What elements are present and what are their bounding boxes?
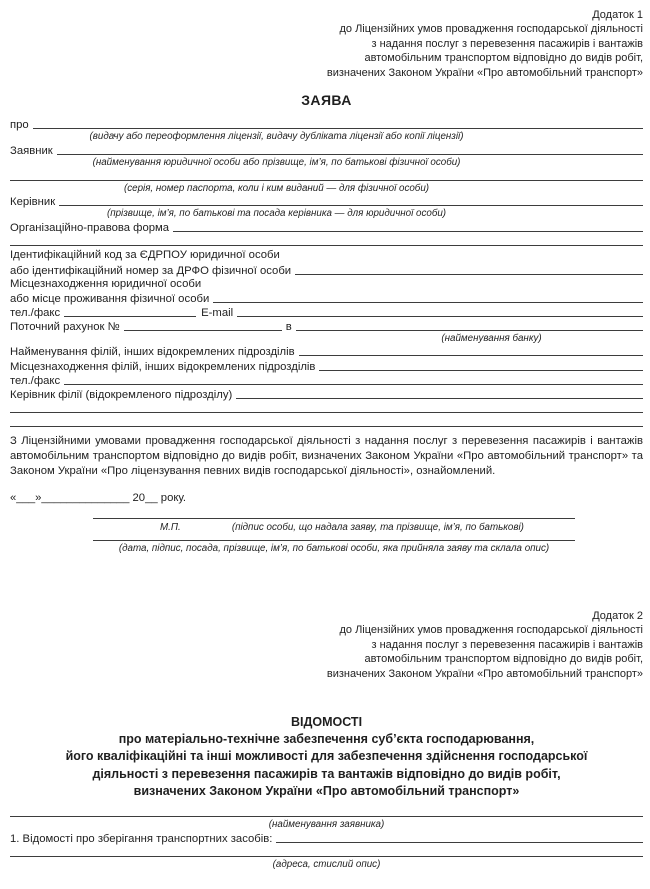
vidomosti-title-line-1: ВІДОМОСТІ — [290, 714, 363, 729]
annex2-header — [10, 609, 643, 681]
field-applicant-input[interactable] — [57, 154, 643, 155]
field-location-line1: Місцезнаходження юридичної особи — [10, 277, 202, 290]
field-phone-label: тел./факс — [10, 307, 61, 320]
field-account-number-input[interactable] — [124, 330, 282, 331]
field-email-label: E-mail — [201, 307, 234, 320]
field-item1-label: 1. Відомості про зберігання транспортних засобів: — [10, 832, 273, 845]
field-applicant-caption: (найменування юридичної особи або прізвище, ім’я, по батькові фізичної особи) — [92, 156, 461, 168]
field-legal-form-label: Організаційно-правова форма — [10, 221, 170, 234]
annex1-line-3: з надання послуг з перевезення пасажирів і вантажів — [371, 37, 643, 50]
field-head-caption: (прізвище, ім’я, по батькові та посада керівника — для юридичної особи) — [106, 208, 447, 220]
field-pro — [10, 117, 643, 131]
field-item1-extra-input[interactable] — [10, 856, 643, 857]
field-branches-location-input[interactable] — [319, 370, 643, 371]
field-applicant-name — [10, 805, 643, 819]
signature-row — [93, 519, 575, 534]
field-account — [10, 319, 643, 333]
vidomosti-title-line-5: визначених Законом України «Про автомобільний транспорт» — [133, 783, 520, 798]
field-phone-email — [10, 305, 643, 319]
annex2-line-2: до Ліцензійних умов провадження господарської діяльності — [339, 624, 643, 637]
annex2-line-3: з надання послуг з перевезення пасажирів і вантажів — [371, 638, 643, 651]
blank-line-2 — [10, 415, 643, 429]
field-passport-caption: (серія, номер паспорта, коли і ким виданий — для фізичної особи) — [123, 182, 430, 194]
blank-line-1 — [10, 401, 643, 415]
field-location — [10, 291, 643, 305]
field-legal-form-input[interactable] — [173, 231, 643, 232]
field-pro-caption: (видачу або переоформлення ліцензії, видачу дубліката ліцензії або копії ліцензії) — [89, 131, 464, 143]
field-location-input[interactable] — [213, 302, 643, 303]
field-id-code — [10, 262, 643, 276]
field-passport-input[interactable] — [10, 180, 643, 181]
annex2-line-1: Додаток 2 — [592, 609, 643, 622]
field-branches-phone-label: тел./факс — [10, 374, 61, 387]
signature-block — [93, 518, 575, 555]
field-location-label: або місце проживання фізичної особи — [10, 292, 210, 305]
field-passport — [10, 168, 643, 182]
annex2-line-4: автомобільним транспортом відповідно до видів робіт, — [364, 653, 643, 666]
field-item1 — [10, 831, 643, 845]
application-title: ЗАЯВА — [301, 92, 352, 109]
annex1-line-4: автомобільним транспортом відповідно до видів робіт, — [364, 52, 643, 65]
field-legal-form-extra — [10, 234, 643, 248]
field-branch-head-label: Керівник філії (відокремленого підрозділу) — [10, 389, 233, 402]
vidomosti-title-line-2: про матеріально-технічне забезпечення суб’єкта господарювання, — [118, 732, 535, 747]
blank-line-1-input[interactable] — [10, 412, 643, 413]
field-applicant-name-caption: (найменування заявника) — [268, 819, 385, 831]
field-branches-location — [10, 358, 643, 372]
field-applicant-label: Заявник — [10, 144, 53, 157]
field-branches — [10, 344, 643, 358]
vidomosti-title-line-3: його кваліфікаційні та інші можливості для забезпечення здійснення господарської — [65, 749, 588, 764]
annex2-line-5: визначених Законом України «Про автомобільний транспорт» — [326, 667, 643, 680]
annex1-line-1: Додаток 1 — [592, 9, 643, 21]
field-id-code-label: або ідентифікаційний номер за ДРФО фізичної особи — [10, 264, 292, 277]
annex1-line-5: визначених Законом України «Про автомобільний транспорт» — [326, 66, 643, 79]
receipt-caption: (дата, підпис, посада, прізвище, ім’я, по батькові особи, яка прийняла заяву та склала опис) — [118, 543, 550, 555]
receipt-line[interactable] — [93, 540, 575, 541]
field-pro-input[interactable] — [33, 128, 643, 129]
field-pro-label: про — [10, 119, 29, 132]
field-applicant-name-input[interactable] — [10, 816, 643, 817]
field-head — [10, 194, 643, 208]
signature-caption: (підпис особи, що надала заяву, та прізвище, ім’я, по батькові) — [231, 522, 524, 534]
field-head-label: Керівник — [10, 196, 56, 209]
field-account-bank-input[interactable] — [296, 330, 643, 331]
field-branch-head — [10, 387, 643, 401]
field-id-code-line1: Ідентифікаційний код за ЄДРПОУ юридичної особи — [10, 249, 280, 262]
annex1-header — [10, 8, 643, 80]
field-item1-caption: (адреса, стислий опис) — [272, 859, 381, 871]
annex1-line-2: до Ліцензійних умов провадження господарської діяльності — [339, 23, 643, 36]
field-legal-form — [10, 220, 643, 234]
field-account-label: Поточний рахунок № — [10, 321, 120, 334]
field-branches-phone — [10, 373, 643, 387]
field-bank-caption: (найменування банку) — [441, 333, 542, 345]
stamp-place-label: М.П. — [160, 522, 181, 534]
blank-line-2-input[interactable] — [10, 426, 643, 427]
field-applicant — [10, 143, 643, 157]
field-id-code-input[interactable] — [295, 274, 643, 275]
field-email-input[interactable] — [237, 316, 643, 317]
field-branches-input[interactable] — [299, 355, 643, 356]
vidomosti-title-line-4: діяльності з перевезення пасажирів та вантажів відповідно до видів робіт, — [92, 766, 561, 781]
field-phone-input[interactable] — [64, 316, 196, 317]
field-head-input[interactable] — [59, 205, 643, 206]
field-item1-extra — [10, 845, 643, 859]
field-branches-phone-input[interactable] — [64, 384, 643, 385]
field-account-in-label: в — [285, 321, 292, 334]
date-line: «___»______________ 20__ року. — [10, 492, 187, 505]
field-branches-label: Найменування філій, інших відокремлених підрозділів — [10, 346, 295, 359]
field-branches-location-label: Місцезнаходження філій, інших відокремлених підрозділів — [10, 360, 316, 373]
vidomosti-title — [10, 714, 643, 800]
field-item1-input[interactable] — [276, 842, 643, 843]
agreement-paragraph: З Ліцензійними умовами провадження господарської діяльності з надання послуг з перевезення пасажирів і вантажів автомобільним транспортом відповідно до видів робіт, визначених Законом України «Про автомобільний транспорт» та Законом України «Про ліцензування певних видів господарської діяльності», ознайомлений. — [10, 435, 643, 478]
field-branch-head-input[interactable] — [236, 398, 643, 399]
field-legal-form-extra-input[interactable] — [10, 245, 643, 246]
